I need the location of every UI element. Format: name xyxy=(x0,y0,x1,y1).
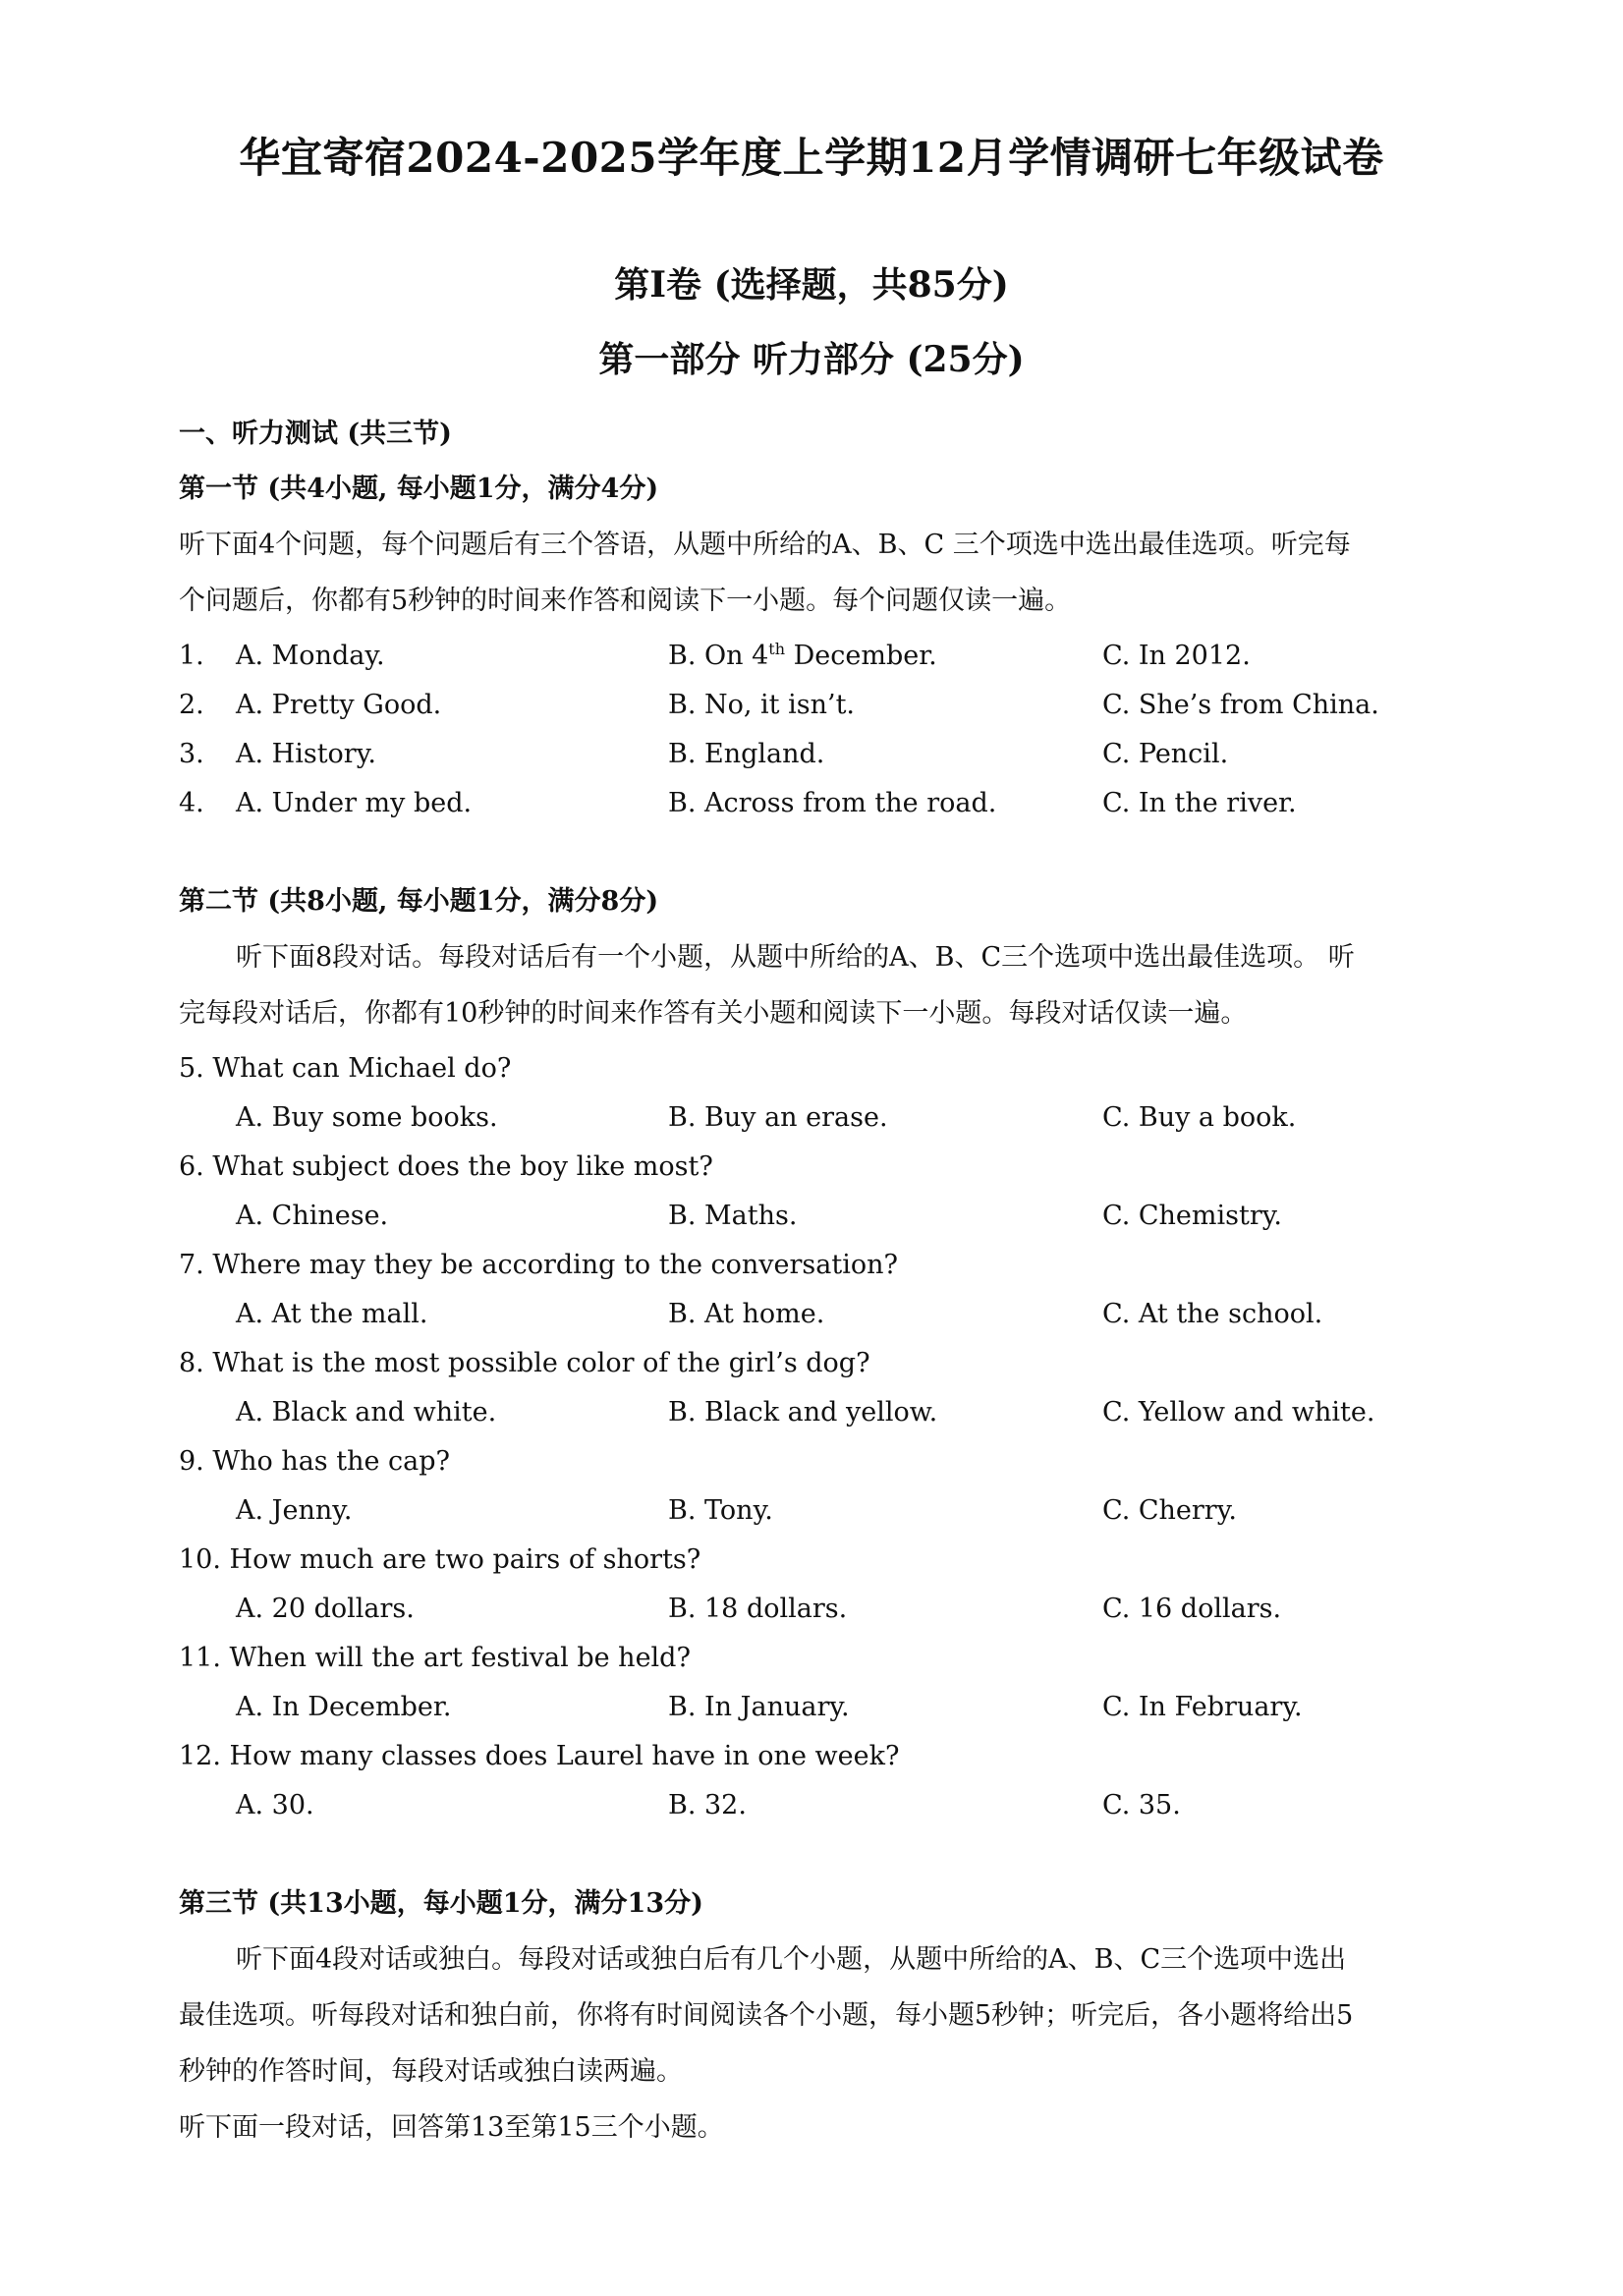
question-text: 5. What can Michael do? xyxy=(179,1053,512,1084)
options-row xyxy=(179,1395,1476,1430)
question-text: 7. Where may they be according to the conversation? xyxy=(179,1250,898,1280)
section2-instruction-line2: 完每段对话后，你都有10秒钟的时间来作答有关小题和阅读下一小题。每段对话仅读一遍。 xyxy=(179,998,1248,1029)
option-c: C. In 2012. xyxy=(1102,641,1251,671)
option-c: C. Yellow and white. xyxy=(1102,1397,1375,1428)
question-number: 1. xyxy=(179,641,204,671)
option-b: B. Tony. xyxy=(668,1495,773,1526)
options-row xyxy=(179,1297,1476,1332)
question-number: 2. xyxy=(179,690,204,720)
options-row xyxy=(179,1592,1476,1627)
exam-title: 华宜寄宿2024-2025学年度上学期12月学情调研七年级试卷 xyxy=(239,134,1384,182)
question-row-3 xyxy=(179,737,1476,772)
option-a: A. Buy some books. xyxy=(236,1102,498,1133)
option-b xyxy=(668,639,937,674)
option-c: C. She’s from China. xyxy=(1102,690,1379,720)
question-text: 8. What is the most possible color of the girl’s dog? xyxy=(179,1348,870,1378)
option-b: B. In January. xyxy=(668,1692,850,1722)
option-c: C. In the river. xyxy=(1102,788,1297,818)
question-text: 6. What subject does the boy like most? xyxy=(179,1151,713,1182)
option-c: C. In February. xyxy=(1102,1692,1303,1722)
section1-heading: 第一节 (共4小题, 每小题1分，满分4分) xyxy=(179,474,659,504)
options-row xyxy=(179,1100,1476,1136)
option-c: C. At the school. xyxy=(1102,1299,1323,1329)
option-b: B. Across from the road. xyxy=(668,788,997,818)
volume-title: 第Ⅰ卷 (选择题，共85分) xyxy=(614,264,1009,306)
option-a: A. Under my bed. xyxy=(236,788,473,818)
option-a: A. Black and white. xyxy=(236,1397,497,1428)
option-b-prefix: B. On 4 xyxy=(668,641,769,671)
options-row xyxy=(179,1690,1476,1725)
section1-instruction-line1: 听下面4个问题，每个问题后有三个答语，从题中所给的A、B、C 三个项选中选出最佳选项。听完每 xyxy=(179,530,1351,560)
option-a: A. At the mall. xyxy=(236,1299,428,1329)
question-number: 4. xyxy=(179,788,204,818)
options-row xyxy=(179,1199,1476,1234)
option-b: B. Maths. xyxy=(668,1201,798,1231)
option-c: C. 16 dollars. xyxy=(1102,1594,1282,1624)
option-b-suffix: December. xyxy=(785,641,937,671)
option-a: A. Chinese. xyxy=(236,1201,389,1231)
section3-instruction-line1: 听下面4段对话或独白。每段对话或独白后有几个小题，从题中所给的A、B、C三个选项中选出 xyxy=(236,1944,1347,1975)
options-row xyxy=(179,1788,1476,1823)
option-b: B. Buy an erase. xyxy=(668,1102,888,1133)
option-a: A. Monday. xyxy=(236,641,385,671)
option-a: A. Pretty Good. xyxy=(236,690,442,720)
option-c: C. Chemistry. xyxy=(1102,1201,1282,1231)
option-c: C. Pencil. xyxy=(1102,739,1229,769)
option-a: A. History. xyxy=(236,739,376,769)
option-c: C. 35. xyxy=(1102,1790,1181,1820)
option-b: B. No, it isn’t. xyxy=(668,690,856,720)
section3-note: 听下面一段对话，回答第13至第15三个小题。 xyxy=(179,2112,724,2143)
option-b: B. England. xyxy=(668,739,825,769)
option-c: C. Buy a book. xyxy=(1102,1102,1297,1133)
question-row-1 xyxy=(179,639,1476,674)
section3-instruction-line2: 最佳选项。听每段对话和独白前，你将有时间阅读各个小题，每小题5秒钟；听完后，各小题将给出5 xyxy=(179,2000,1354,2031)
options-row xyxy=(179,1493,1476,1529)
question-text: 11. When will the art festival be held? xyxy=(179,1643,691,1673)
question-row-2 xyxy=(179,688,1476,723)
part-title: 第一部分 听力部分 (25分) xyxy=(598,339,1025,380)
question-number: 3. xyxy=(179,739,204,769)
option-b: B. 32. xyxy=(668,1790,747,1820)
question-row-4 xyxy=(179,786,1476,821)
section2-heading: 第二节 (共8小题, 每小题1分，满分8分) xyxy=(179,886,659,917)
option-b: B. At home. xyxy=(668,1299,825,1329)
section2-instruction-line1: 听下面8段对话。每段对话后有一个小题，从题中所给的A、B、C三个选项中选出最佳选项。 听 xyxy=(236,942,1355,973)
question-text: 9. Who has the cap? xyxy=(179,1446,451,1477)
section-heading: 一、听力测试 (共三节) xyxy=(179,419,452,449)
section1-instruction-line2: 个问题后，你都有5秒钟的时间来作答和阅读下一小题。每个问题仅读一遍。 xyxy=(179,586,1072,616)
section3-instruction-line3: 秒钟的作答时间，每段对话或独白读两遍。 xyxy=(179,2056,683,2087)
option-a: A. 30. xyxy=(236,1790,314,1820)
section3-heading: 第三节 (共13小题，每小题1分，满分13分) xyxy=(179,1888,703,1919)
option-b-superscript: th xyxy=(768,640,786,658)
option-b: B. Black and yellow. xyxy=(668,1397,938,1428)
option-a: A. In December. xyxy=(236,1692,452,1722)
option-b: B. 18 dollars. xyxy=(668,1594,848,1624)
option-a: A. Jenny. xyxy=(236,1495,353,1526)
question-text: 10. How much are two pairs of shorts? xyxy=(179,1544,701,1575)
option-c: C. Cherry. xyxy=(1102,1495,1237,1526)
option-a: A. 20 dollars. xyxy=(236,1594,415,1624)
question-text: 12. How many classes does Laurel have in one week? xyxy=(179,1741,900,1771)
